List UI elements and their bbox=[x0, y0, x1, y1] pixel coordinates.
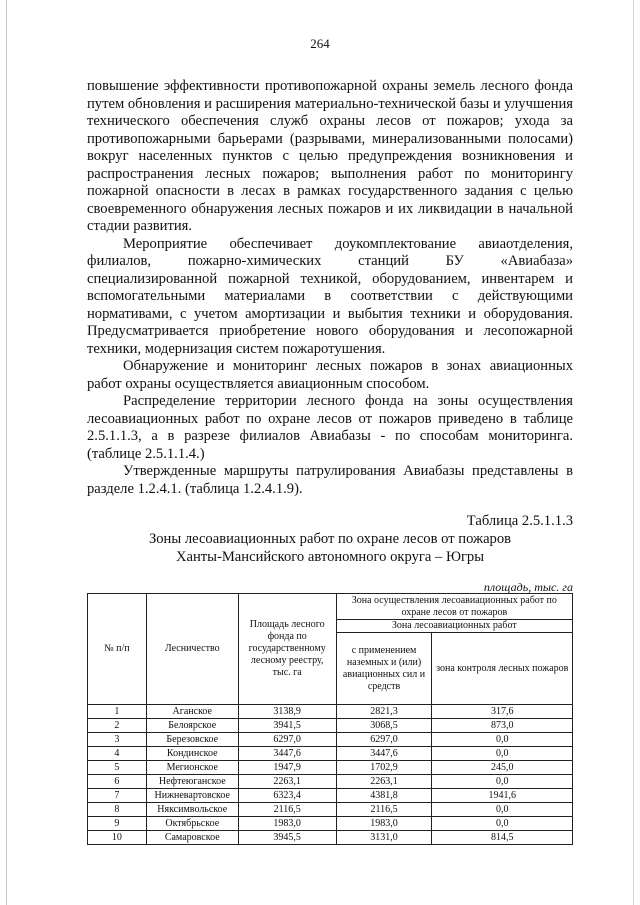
table-label: Таблица 2.5.1.1.3 bbox=[466, 513, 573, 529]
cell-num: 5 bbox=[88, 761, 147, 775]
cell-forestry: Мегионское bbox=[146, 761, 238, 775]
cell-num: 7 bbox=[88, 789, 147, 803]
paragraph: Обнаружение и мониторинг лесных пожаров в зонах авиационных работ охраны осуществляется авиационным способом. bbox=[87, 358, 573, 392]
table-row bbox=[88, 817, 573, 831]
header-forestry: Лесничество bbox=[146, 594, 238, 705]
header-control-zone: зона контроля лесных пожаров bbox=[432, 633, 573, 705]
cell-num: 2 bbox=[88, 719, 147, 733]
cell-control: 245,0 bbox=[432, 761, 573, 775]
zones-table bbox=[87, 593, 573, 845]
header-aviation-zone: Зона лесоавиационных работ bbox=[336, 620, 572, 633]
cell-forestry: Нефтеюганское bbox=[146, 775, 238, 789]
table-row bbox=[88, 789, 573, 803]
table-row bbox=[88, 803, 573, 817]
body-text bbox=[87, 78, 573, 498]
paragraph: Мероприятие обеспечивает доукомплектование авиаотделения, филиалов, пожарно-химических станций БУ «Авиабаза» специализированной пожарной техникой, оборудованием, инвентарем и вспомогательными материалами в соответствии с действующими нормативами, с учетом амортизации и выбытия техники и оборудования. Предусматривается приобретение нового оборудования и лесопожарной техники, модернизация систем пожаротушения. bbox=[87, 235, 573, 357]
cell-control: 0,0 bbox=[432, 817, 573, 831]
cell-control: 0,0 bbox=[432, 803, 573, 817]
cell-control: 0,0 bbox=[432, 775, 573, 789]
header-num: № п/п bbox=[88, 594, 147, 705]
cell-control: 0,0 bbox=[432, 747, 573, 761]
cell-forestry: Няксимвольское bbox=[146, 803, 238, 817]
paragraph: Распределение территории лесного фонда на зоны осуществления лесоавиационных работ по охране лесов от пожаров приведено в таблице 2.5.1.1.3, а в разрезе филиалов Авиабазы - по способам мониторинга. (таблице 2.5.1.1.4.) bbox=[87, 393, 573, 462]
cell-num: 10 bbox=[88, 831, 147, 845]
cell-area: 2116,5 bbox=[238, 803, 336, 817]
paragraph: повышение эффективности противопожарной охраны земель лесного фонда путем обновления и расширения материально-технической базы и улучшения технического обеспечения служб охраны лесов от пожаров; ухода за противопожарными барьерами (разрывами, минерализованными полосами) вокруг населенных пунктов с целью предупреждения возникновения и распространения лесных пожаров; выполнения работ по мониторингу пожарной опасности в лесах в рамках государственного задания с целью своевременного обнаружения лесных пожаров и их ликвидации в начальной стадии развития. bbox=[87, 78, 573, 234]
cell-num: 8 bbox=[88, 803, 147, 817]
cell-ground: 1702,9 bbox=[336, 761, 432, 775]
paragraph: Утвержденные маршруты патрулирования Авиабазы представлены в разделе 1.2.4.1. (таблица 1.2.4.1.9). bbox=[87, 463, 573, 497]
cell-forestry: Самаровское bbox=[146, 831, 238, 845]
cell-num: 4 bbox=[88, 747, 147, 761]
cell-area: 6297,0 bbox=[238, 733, 336, 747]
scan-edge-right bbox=[633, 0, 634, 905]
cell-ground: 2263,1 bbox=[336, 775, 432, 789]
table-row bbox=[88, 747, 573, 761]
cell-num: 3 bbox=[88, 733, 147, 747]
table-row bbox=[88, 719, 573, 733]
cell-ground: 1983,0 bbox=[336, 817, 432, 831]
cell-num: 9 bbox=[88, 817, 147, 831]
page-number: 264 bbox=[310, 36, 330, 51]
cell-ground: 3068,5 bbox=[336, 719, 432, 733]
cell-ground: 6297,0 bbox=[336, 733, 432, 747]
scan-edge-left bbox=[6, 0, 7, 905]
header-zone-group: Зона осуществления лесоавиационных работ по охране лесов от пожаров bbox=[336, 594, 572, 620]
cell-num: 6 bbox=[88, 775, 147, 789]
table-row bbox=[88, 761, 573, 775]
cell-forestry: Аганское bbox=[146, 705, 238, 719]
cell-forestry: Березовское bbox=[146, 733, 238, 747]
cell-ground: 3131,0 bbox=[336, 831, 432, 845]
cell-num: 1 bbox=[88, 705, 147, 719]
cell-area: 3941,5 bbox=[238, 719, 336, 733]
table-title bbox=[87, 530, 573, 566]
table-row bbox=[88, 831, 573, 845]
cell-ground: 2821,3 bbox=[336, 705, 432, 719]
cell-ground: 3447,6 bbox=[336, 747, 432, 761]
table-row bbox=[88, 775, 573, 789]
cell-area: 3138,9 bbox=[238, 705, 336, 719]
table-title-line: Ханты-Мансийского автономного округа – Югры bbox=[175, 549, 485, 565]
cell-area: 1947,9 bbox=[238, 761, 336, 775]
cell-forestry: Белоярское bbox=[146, 719, 238, 733]
cell-control: 814,5 bbox=[432, 831, 573, 845]
cell-area: 3447,6 bbox=[238, 747, 336, 761]
table-units: площадь, тыс. га bbox=[483, 580, 573, 594]
header-area: Площадь лесного фонда по государственному лесному реестру, тыс. га bbox=[238, 594, 336, 705]
cell-area: 6323,4 bbox=[238, 789, 336, 803]
cell-area: 1983,0 bbox=[238, 817, 336, 831]
cell-ground: 2116,5 bbox=[336, 803, 432, 817]
cell-control: 1941,6 bbox=[432, 789, 573, 803]
cell-forestry: Нижневартовское bbox=[146, 789, 238, 803]
cell-ground: 4381,8 bbox=[336, 789, 432, 803]
table-row bbox=[88, 733, 573, 747]
header-ground-aviation: с применением наземных и (или) авиационных сил и средств bbox=[336, 633, 432, 705]
cell-control: 873,0 bbox=[432, 719, 573, 733]
table-title-line: Зоны лесоавиационных работ по охране лесов от пожаров bbox=[148, 531, 512, 547]
cell-forestry: Кондинское bbox=[146, 747, 238, 761]
cell-forestry: Октябрьское bbox=[146, 817, 238, 831]
cell-area: 3945,5 bbox=[238, 831, 336, 845]
cell-control: 317,6 bbox=[432, 705, 573, 719]
table-row bbox=[88, 705, 573, 719]
cell-area: 2263,1 bbox=[238, 775, 336, 789]
cell-control: 0,0 bbox=[432, 733, 573, 747]
